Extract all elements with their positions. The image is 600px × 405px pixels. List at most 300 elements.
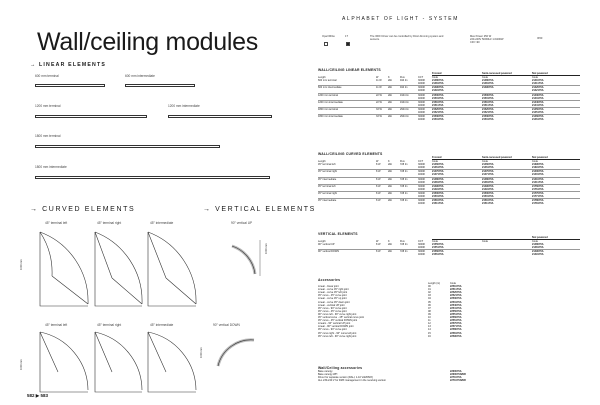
table-cell: Flux bbox=[400, 160, 405, 164]
table-cell: 2kb bbox=[388, 243, 393, 247]
table-cell: 2148170A bbox=[482, 82, 494, 86]
linear-label-1: 600 mm terminal bbox=[35, 74, 59, 78]
table-cell: 4000K bbox=[418, 202, 426, 206]
section-linear-title: → LINEAR ELEMENTS bbox=[30, 62, 107, 68]
table-cell bbox=[388, 246, 400, 249]
curved-label-2: 45° terminal right bbox=[97, 221, 122, 225]
table-cell: 11 W bbox=[376, 79, 382, 83]
table-cell: 14 bbox=[428, 328, 431, 332]
linear-module-1800-terminal bbox=[35, 145, 220, 148]
table-cell: 2151070A bbox=[482, 100, 494, 104]
table-cell: CCT bbox=[418, 76, 424, 80]
table-cell: 2944 lm bbox=[400, 107, 409, 111]
table-group-label: Frosted bbox=[432, 72, 482, 76]
table-cell: 2255070A bbox=[450, 309, 462, 313]
table-cell: 2150170A bbox=[432, 195, 444, 199]
table-cell bbox=[376, 195, 388, 198]
table-cell: 3000K bbox=[418, 250, 426, 254]
dali-note: The WFF Driver can be controlled by DALI dimming system and sensors. bbox=[370, 35, 444, 42]
table-cell: 2149070A bbox=[532, 250, 544, 254]
table-cell: Code bbox=[482, 240, 488, 244]
table-cell: 2141070A bbox=[532, 177, 544, 181]
table-cell bbox=[482, 89, 532, 92]
vertical-module-up bbox=[232, 246, 255, 274]
table-cell: Code bbox=[450, 282, 456, 285]
table-cell: 2258070A bbox=[450, 328, 462, 332]
table-cell bbox=[400, 253, 418, 256]
table-cell: Base canopy WH bbox=[318, 373, 338, 377]
table-cell bbox=[318, 104, 376, 107]
table-cell: 2139170A bbox=[532, 166, 544, 170]
table-cell bbox=[400, 202, 418, 205]
table-cell: Linear - curve 45° up joint bbox=[318, 297, 347, 301]
table-cell bbox=[388, 173, 400, 176]
table-cell bbox=[376, 82, 388, 85]
linear-table bbox=[318, 68, 580, 121]
table-cell: Length bbox=[318, 240, 326, 244]
table-cell bbox=[376, 253, 388, 256]
dim-label-2: 1000 mm bbox=[265, 243, 268, 254]
table-cell: 2149170A bbox=[432, 187, 444, 191]
table-cell bbox=[376, 97, 388, 100]
table-cell: Linear - curve 45° left joint bbox=[318, 291, 348, 295]
table-cell: 2151170A bbox=[482, 202, 494, 206]
table-cell bbox=[376, 246, 388, 249]
table-cell: 2256070A bbox=[450, 316, 462, 320]
table-cell: 8 W bbox=[376, 199, 381, 203]
curved-drawings-top bbox=[28, 226, 278, 311]
table-cell: Length bbox=[318, 160, 326, 164]
curved-label-6: 45° intermediate bbox=[150, 323, 174, 327]
table-cell: 2141170A bbox=[532, 82, 544, 86]
table-cell: 2141070A bbox=[532, 79, 544, 83]
table-cell: 728 lm bbox=[400, 184, 408, 188]
table-cell: 2150170A bbox=[432, 96, 444, 100]
table-cell: 3000K bbox=[418, 177, 426, 181]
table-cell: 45° curve - 45° curve joint bbox=[318, 309, 347, 313]
table-cell bbox=[376, 181, 388, 184]
linear-module-1200-terminal bbox=[35, 115, 147, 118]
table-row bbox=[318, 188, 580, 191]
table-cell: 1944 lm bbox=[400, 100, 409, 104]
table-cell: Linear - 90° vertical DOWN joint bbox=[318, 325, 354, 329]
table-cell bbox=[400, 104, 418, 107]
table-cell: 02 bbox=[428, 291, 431, 295]
table-cell: 2148070A bbox=[432, 79, 444, 83]
table-cell: 00 bbox=[428, 285, 431, 289]
table-cell bbox=[400, 97, 418, 100]
table-cell: 2153070A bbox=[432, 115, 444, 119]
table-cell: 728 lm bbox=[400, 177, 408, 181]
curved-table-title: WALL/CEILING CURVED ELEMENTS bbox=[318, 152, 383, 156]
table-row bbox=[318, 82, 580, 85]
table-cell: W bbox=[376, 240, 379, 244]
table-cell: 2156070A bbox=[432, 250, 444, 254]
table-cell bbox=[318, 246, 376, 249]
table-cell: 2148170A bbox=[432, 82, 444, 86]
table-cell bbox=[318, 195, 376, 198]
table-cell: Code bbox=[532, 76, 538, 80]
table-cell: 2155070A bbox=[432, 243, 444, 247]
table-cell: 2kb bbox=[388, 86, 393, 90]
table-cell: 45° vertical curve - 45° vertical curve joint bbox=[318, 316, 364, 320]
table-cell: 4000K bbox=[418, 180, 426, 184]
linear-label-3: 1200 mm terminal bbox=[35, 104, 61, 108]
table-cell: CCT bbox=[418, 240, 424, 244]
table-cell: 2139070A bbox=[532, 163, 544, 167]
table-cell: 3000K bbox=[418, 191, 426, 195]
table-cell: 2148070A bbox=[532, 243, 544, 247]
table-cell: 22 W bbox=[376, 100, 382, 104]
table-cell bbox=[482, 246, 532, 249]
table-cell: 2150170A bbox=[482, 195, 494, 199]
table-cell: 45° curve - 45° curve joint bbox=[318, 294, 347, 298]
table-cell bbox=[318, 166, 376, 169]
table-cell bbox=[318, 118, 376, 121]
linear-module-600-intermediate bbox=[125, 84, 195, 87]
table-cell bbox=[388, 82, 400, 85]
vertical-table bbox=[318, 232, 580, 257]
table-row bbox=[318, 246, 580, 249]
table-cell: 2146070A bbox=[432, 163, 444, 167]
table-cell: 2177170A bbox=[532, 195, 544, 199]
table-row bbox=[318, 379, 508, 382]
curved-drawings-bottom bbox=[28, 328, 278, 398]
table-cell: 2147170A bbox=[482, 173, 494, 177]
table-cell: 33 W bbox=[376, 107, 382, 111]
table-cell: 3000K bbox=[418, 86, 426, 90]
table-cell: 1944 lm bbox=[400, 93, 409, 97]
system-header: ALPHABET OF LIGHT - SYSTEM bbox=[342, 16, 459, 22]
table-cell: 2151170A bbox=[482, 103, 494, 107]
table-cell: 2259070A bbox=[450, 334, 462, 338]
table-group-label: Semi-recessed powered bbox=[482, 72, 532, 76]
table-cell bbox=[388, 195, 400, 198]
page-title: Wall/ceiling modules bbox=[37, 28, 258, 56]
table-cell: ALL 230-240 V for DMX management in the receiving version bbox=[318, 379, 386, 383]
table-cell: 11 bbox=[428, 319, 431, 323]
table-cell: 2kb bbox=[388, 93, 393, 97]
accessories-body bbox=[318, 282, 508, 338]
table-cell: W bbox=[376, 160, 379, 164]
vertical-label-1: 90° vertical UP bbox=[231, 221, 253, 225]
table-cell: 06 bbox=[428, 303, 431, 307]
table-cell: Base canopy bbox=[318, 370, 333, 373]
table-cell: Code bbox=[432, 240, 438, 244]
table-cell bbox=[318, 111, 376, 114]
table-cell: 2148070A bbox=[482, 177, 494, 181]
table-row bbox=[318, 89, 580, 92]
table-cell: 2253170A bbox=[450, 300, 462, 304]
arrow-right-icon: ▶ bbox=[35, 393, 40, 398]
table-cell: 600 mm intermediate bbox=[318, 86, 342, 90]
table-cell: 2178170A bbox=[532, 202, 544, 206]
table-row bbox=[318, 166, 580, 169]
option-opal-white: Opal White bbox=[322, 35, 335, 38]
table-cell bbox=[388, 166, 400, 169]
table-cell: 2kb bbox=[388, 184, 393, 188]
table-cell: 3000K bbox=[418, 79, 426, 83]
table-cell: 2178070A bbox=[532, 199, 544, 203]
curved-table bbox=[318, 152, 580, 205]
table-cell: Linear - curve 45° down joint bbox=[318, 300, 350, 304]
table-cell: 4000K bbox=[418, 253, 426, 257]
table-cell: 2kb bbox=[388, 163, 393, 167]
section-vertical-title: → VERTICAL ELEMENTS bbox=[203, 206, 316, 213]
table-cell: 2147070A bbox=[432, 170, 444, 174]
table-cell: Code bbox=[482, 160, 488, 164]
table-cell: 2156170A bbox=[432, 253, 444, 257]
table-cell: 3000K bbox=[418, 100, 426, 104]
table-cell: 4000K bbox=[418, 118, 426, 122]
table-cell: 4000K bbox=[418, 246, 426, 250]
table-cell: 45° terminal right bbox=[318, 191, 337, 195]
table-cell: 2149070A bbox=[482, 184, 494, 188]
table-cell: 2252170A bbox=[450, 294, 462, 298]
vertical-table-title: VERTICAL ELEMENTS bbox=[318, 232, 358, 236]
table-cell bbox=[400, 246, 418, 249]
table-cell: 2271070ABIR bbox=[450, 379, 466, 383]
section-curved-title: → CURVED ELEMENTS bbox=[30, 206, 136, 213]
max-note: Max Power 250 W 220-240V 50/60Hz 1.6/200W CRI >90 bbox=[470, 35, 504, 45]
table-cell: 2143070A bbox=[532, 93, 544, 97]
table-cell: 1800 mm terminal bbox=[318, 107, 339, 111]
table-cell: Code bbox=[532, 160, 538, 164]
table-cell: 2944 lm bbox=[400, 115, 409, 119]
table-row bbox=[318, 335, 508, 338]
table-cell: 3000K bbox=[418, 163, 426, 167]
table-cell: 2140070A bbox=[532, 170, 544, 174]
table-group-label: Not powered bbox=[532, 236, 580, 240]
table-cell: 2149070A bbox=[482, 86, 494, 90]
table-cell bbox=[318, 82, 376, 85]
table-cell bbox=[388, 253, 400, 256]
table-cell: 45° terminal left bbox=[318, 163, 336, 167]
table-row bbox=[318, 97, 580, 100]
table-cell bbox=[318, 202, 376, 205]
table-cell: 12 bbox=[428, 322, 431, 326]
table-cell: 2150070A bbox=[482, 191, 494, 195]
table-cell: 2151070A bbox=[432, 199, 444, 203]
table-cell: 4000K bbox=[418, 96, 426, 100]
table-cell: 2152170A bbox=[432, 111, 444, 115]
table-cell bbox=[376, 118, 388, 121]
table-row bbox=[318, 253, 580, 256]
table-cell: 2255170A bbox=[450, 312, 462, 316]
table-cell: 2147070A bbox=[482, 170, 494, 174]
table-cell bbox=[318, 188, 376, 191]
table-cell: Flux bbox=[400, 240, 405, 244]
table-cell: 2kb bbox=[388, 177, 393, 181]
table-cell: 2146170A bbox=[432, 166, 444, 170]
table-cell bbox=[388, 181, 400, 184]
table-cell bbox=[388, 188, 400, 191]
table-cell: 4000K bbox=[418, 187, 426, 191]
table-cell: 2149170A bbox=[432, 89, 444, 93]
table-cell bbox=[318, 89, 376, 92]
table-cell bbox=[388, 202, 400, 205]
table-cell: 2271070A bbox=[450, 376, 462, 380]
table-cell: 4000K bbox=[418, 103, 426, 107]
table-row bbox=[318, 202, 580, 205]
table-cell: 3000K bbox=[418, 170, 426, 174]
table-cell: Flux bbox=[400, 76, 405, 80]
table-cell: 4000K bbox=[418, 82, 426, 86]
table-group-label: Semi-recessed powered bbox=[482, 156, 532, 160]
table-cell: 2145170A bbox=[532, 111, 544, 115]
table-cell: Code bbox=[482, 76, 488, 80]
table-cell: Code bbox=[532, 240, 538, 244]
table-cell: 2148170A bbox=[532, 246, 544, 250]
table-cell: 3000K bbox=[418, 199, 426, 203]
table-cell: Linear - curve 45° right joint bbox=[318, 288, 349, 292]
table-cell: 2150070A bbox=[432, 93, 444, 97]
table-row bbox=[318, 195, 580, 198]
table-cell: 45° curve right - 90° curve left joint bbox=[318, 331, 357, 335]
table-cell: 728 lm bbox=[400, 250, 408, 254]
table-cell bbox=[388, 111, 400, 114]
table-cell: 3000K bbox=[418, 93, 426, 97]
linear-table-title: WALL/CEILING LINEAR ELEMENTS bbox=[318, 68, 381, 72]
table-cell: 2146170A bbox=[532, 118, 544, 122]
table-cell: 01 bbox=[428, 288, 431, 292]
table-cell: 2kb bbox=[388, 250, 393, 254]
table-cell: Code bbox=[432, 160, 438, 164]
table-cell: 13 bbox=[428, 325, 431, 329]
table-cell: 2146070A bbox=[482, 163, 494, 167]
table-cell: 15 bbox=[428, 331, 431, 335]
table-cell: Code bbox=[432, 76, 438, 80]
table-cell: 4000K bbox=[418, 173, 426, 177]
table-cell: 2kb bbox=[388, 100, 393, 104]
linear-module-1800-intermediate bbox=[35, 176, 270, 179]
table-cell: 2kb bbox=[388, 191, 393, 195]
table-cell bbox=[400, 188, 418, 191]
linear-module-1200-intermediate bbox=[168, 115, 272, 118]
table-cell: 2142070A bbox=[532, 86, 544, 90]
table-cell bbox=[376, 104, 388, 107]
table-cell: Driver for separate version (DALI, 1-10 Volt/DMX) bbox=[318, 376, 373, 380]
table-cell: 2148170A bbox=[482, 180, 494, 184]
table-cell: 2260070ABIR bbox=[450, 373, 466, 377]
table-cell: 2143170A bbox=[532, 96, 544, 100]
table-cell: 2150170A bbox=[482, 96, 494, 100]
table-cell: 3000K bbox=[418, 184, 426, 188]
table-cell: 2149070A bbox=[432, 184, 444, 188]
table-cell: 3000K bbox=[418, 115, 426, 119]
table-cell: 16 bbox=[428, 334, 431, 338]
table-cell: 2141170A bbox=[532, 180, 544, 184]
table-cell: 2151070A bbox=[482, 199, 494, 203]
table-cell: 2148170A bbox=[432, 180, 444, 184]
table-cell: 728 lm bbox=[400, 191, 408, 195]
table-cell: 2251070A bbox=[450, 285, 462, 289]
table-cell: 728 lm bbox=[400, 163, 408, 167]
table-cell: 10 bbox=[428, 316, 431, 320]
dim-label-1: 1000 mm bbox=[20, 259, 23, 270]
vertical-label-2: 90° vertical DOWN bbox=[213, 323, 240, 327]
table-cell: 2155170A bbox=[432, 246, 444, 250]
table-cell: 2148070A bbox=[432, 177, 444, 181]
table-cell: 2149070A bbox=[432, 86, 444, 90]
table-cell: 45° curve - 90° curve joint bbox=[318, 328, 347, 332]
table-cell: 11 W bbox=[376, 86, 382, 90]
wall-accessories-table bbox=[318, 366, 508, 382]
table-cell: 2144170A bbox=[532, 103, 544, 107]
table-cell bbox=[400, 195, 418, 198]
table-cell: 2153170A bbox=[432, 118, 444, 122]
table-cell: 45° terminal right bbox=[318, 170, 337, 174]
table-cell: 2146070A bbox=[532, 115, 544, 119]
table-cell: 3000K bbox=[418, 107, 426, 111]
table-cell bbox=[318, 253, 376, 256]
table-cell: 03 bbox=[428, 294, 431, 298]
table-cell bbox=[376, 111, 388, 114]
table-cell: 8 W bbox=[376, 243, 381, 247]
table-cell: 2150070A bbox=[482, 93, 494, 97]
curved-label-3: 45° intermediate bbox=[150, 221, 174, 225]
table-cell: 2140170A bbox=[532, 173, 544, 177]
table-cell: 45° terminal left bbox=[318, 184, 336, 188]
table-cell bbox=[318, 97, 376, 100]
table-cell: 90° curve left - 90° curve right joint bbox=[318, 312, 357, 316]
table-cell: Linears - 90° vertical UP joint bbox=[318, 322, 351, 326]
table-cell: 2257170A bbox=[450, 325, 462, 329]
table-row bbox=[318, 181, 580, 184]
table-cell: 2kb bbox=[388, 115, 393, 119]
table-cell: Length bbox=[318, 76, 326, 80]
dim-label-4: 1000 mm bbox=[200, 347, 203, 358]
table-cell: 2177070A bbox=[532, 191, 544, 195]
curved-table-body bbox=[318, 156, 580, 205]
table-cell bbox=[400, 111, 418, 114]
opal-white-swatch bbox=[324, 42, 328, 46]
table-cell: 2147170A bbox=[432, 173, 444, 177]
linear-table-body bbox=[318, 72, 580, 121]
table-cell: 2152070A bbox=[482, 107, 494, 111]
table-cell: 2151170A bbox=[432, 103, 444, 107]
table-row bbox=[318, 104, 580, 107]
table-cell: K bbox=[388, 76, 390, 80]
table-cell: 45° intermediate bbox=[318, 177, 337, 181]
table-cell: 4000K bbox=[418, 166, 426, 170]
table-cell: 2253070A bbox=[450, 297, 462, 301]
dim-label-3: 1000 mm bbox=[20, 359, 23, 370]
table-cell bbox=[376, 166, 388, 169]
table-cell: 4000K bbox=[418, 195, 426, 199]
table-cell: K bbox=[388, 160, 390, 164]
table-cell: 4000K bbox=[418, 111, 426, 115]
table-cell: 1800 mm intermediate bbox=[318, 115, 343, 119]
table-cell: 944 lm bbox=[400, 86, 408, 90]
table-cell: 09 bbox=[428, 312, 431, 316]
table-row bbox=[318, 118, 580, 121]
linear-label-2: 600 mm intermediate bbox=[125, 74, 155, 78]
table-cell bbox=[400, 82, 418, 85]
table-cell: 2142170A bbox=[532, 89, 544, 93]
curved-label-4: 45° terminal left bbox=[45, 323, 68, 327]
table-cell: 2152170A bbox=[482, 111, 494, 115]
table-cell: 45° curve left - 90° curve right joint bbox=[318, 334, 357, 338]
table-cell bbox=[388, 118, 400, 121]
black-swatch bbox=[346, 42, 350, 46]
table-cell: 07 bbox=[428, 306, 431, 310]
table-cell: 1200 mm terminal bbox=[318, 93, 339, 97]
table-cell: 2256170A bbox=[450, 319, 462, 323]
table-cell: 2254070A bbox=[450, 303, 462, 307]
table-cell: 45° curve - 45° vertical DOWN joint bbox=[318, 319, 358, 323]
table-cell bbox=[318, 181, 376, 184]
